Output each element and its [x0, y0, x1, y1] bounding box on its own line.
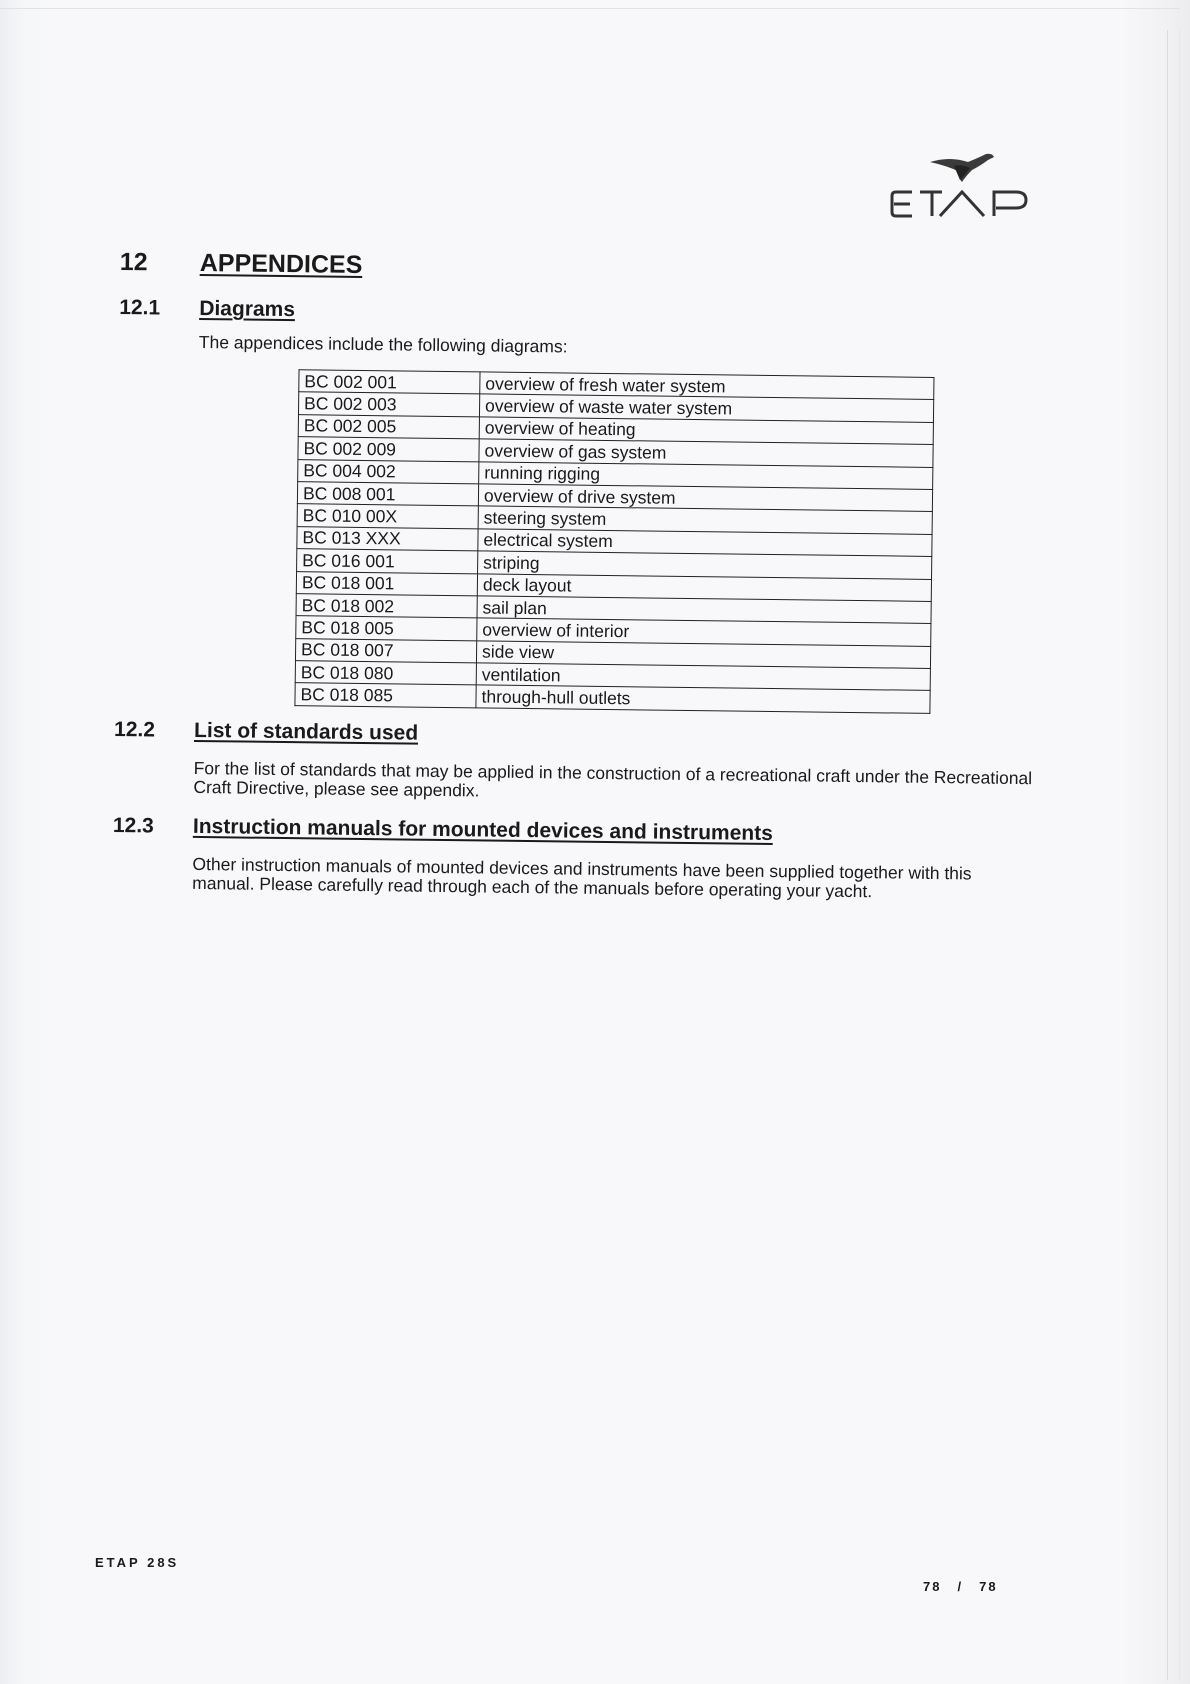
diagram-code: BC 010 00X — [297, 504, 478, 529]
diagram-code: BC 002 003 — [298, 392, 479, 417]
diagram-code: BC 018 001 — [296, 571, 477, 596]
diagram-description: steering system — [478, 506, 932, 534]
document-body — [112, 248, 1040, 903]
section-number: 12 — [119, 248, 148, 277]
diagram-code: BC 018 002 — [296, 594, 477, 619]
diagram-code: BC 002 009 — [298, 437, 479, 462]
page-edge — [1167, 30, 1168, 1680]
section-number: 12.3 — [112, 813, 154, 838]
section-title: APPENDICES — [199, 248, 363, 279]
diagrams-table — [294, 369, 934, 714]
diagram-code: BC 016 001 — [297, 549, 478, 574]
page-total: 78 — [979, 1579, 998, 1594]
diagram-description: deck layout — [477, 573, 931, 601]
diagram-code: BC 002 001 — [299, 370, 480, 395]
diagram-description: ventilation — [476, 663, 930, 691]
page-number — [915, 1579, 1006, 1594]
section-title: Diagrams — [199, 296, 296, 322]
diagram-description: overview of drive system — [478, 484, 932, 512]
diagrams-intro: The appendices include the following diagrams: — [198, 331, 568, 357]
diagram-description: overview of fresh water system — [480, 372, 934, 400]
diagram-description: overview of heating — [479, 417, 933, 445]
section-heading-12-3 — [113, 814, 1033, 851]
page-edge — [0, 8, 1180, 9]
page-separator: / — [957, 1579, 964, 1594]
diagram-code: BC 004 002 — [298, 459, 479, 484]
diagram-code: BC 018 080 — [295, 661, 476, 686]
diagram-description: electrical system — [478, 529, 932, 557]
section-title: Instruction manuals for mounted devices and instruments — [192, 814, 773, 845]
diagram-code: BC 002 005 — [298, 414, 479, 439]
section-number: 12.2 — [113, 717, 156, 742]
diagram-code: BC 013 XXX — [297, 526, 478, 551]
footer-model: ETAP 28S — [95, 1555, 180, 1570]
diagram-code: BC 018 085 — [295, 683, 476, 708]
diagram-description: side view — [476, 641, 930, 669]
section-heading-12-2 — [114, 718, 1034, 755]
page-current: 78 — [923, 1579, 942, 1594]
diagram-description: running rigging — [479, 461, 933, 489]
section-heading-12 — [120, 248, 1040, 289]
manuals-text: Other instruction manuals of mounted devices and instruments have been supplied together with this manual. Please carefully read through each of the manuals before operating your yacht. — [192, 853, 972, 902]
diagram-description: overview of gas system — [479, 439, 933, 467]
section-number: 12.1 — [119, 295, 161, 320]
diagram-description: striping — [478, 551, 932, 579]
diagram-code: BC 008 001 — [297, 482, 478, 507]
page-edge — [1179, 30, 1180, 1680]
diagram-description: through-hull outlets — [476, 685, 930, 713]
etap-logo — [890, 148, 1040, 230]
etap-logo-graphic — [890, 148, 1040, 230]
standards-text: For the list of standards that may be applied in the construction of a recreational craft under the Recreational Craft Directive, please see appendix. — [193, 757, 1033, 801]
diagram-description: sail plan — [477, 596, 931, 624]
section-heading-12-1 — [119, 296, 1039, 333]
diagram-code: BC 018 005 — [296, 616, 477, 641]
diagram-code: BC 018 007 — [295, 638, 476, 663]
diagram-description: overview of interior — [477, 618, 931, 646]
section-title: List of standards used — [193, 718, 419, 745]
diagram-description: overview of waste water system — [479, 394, 933, 422]
